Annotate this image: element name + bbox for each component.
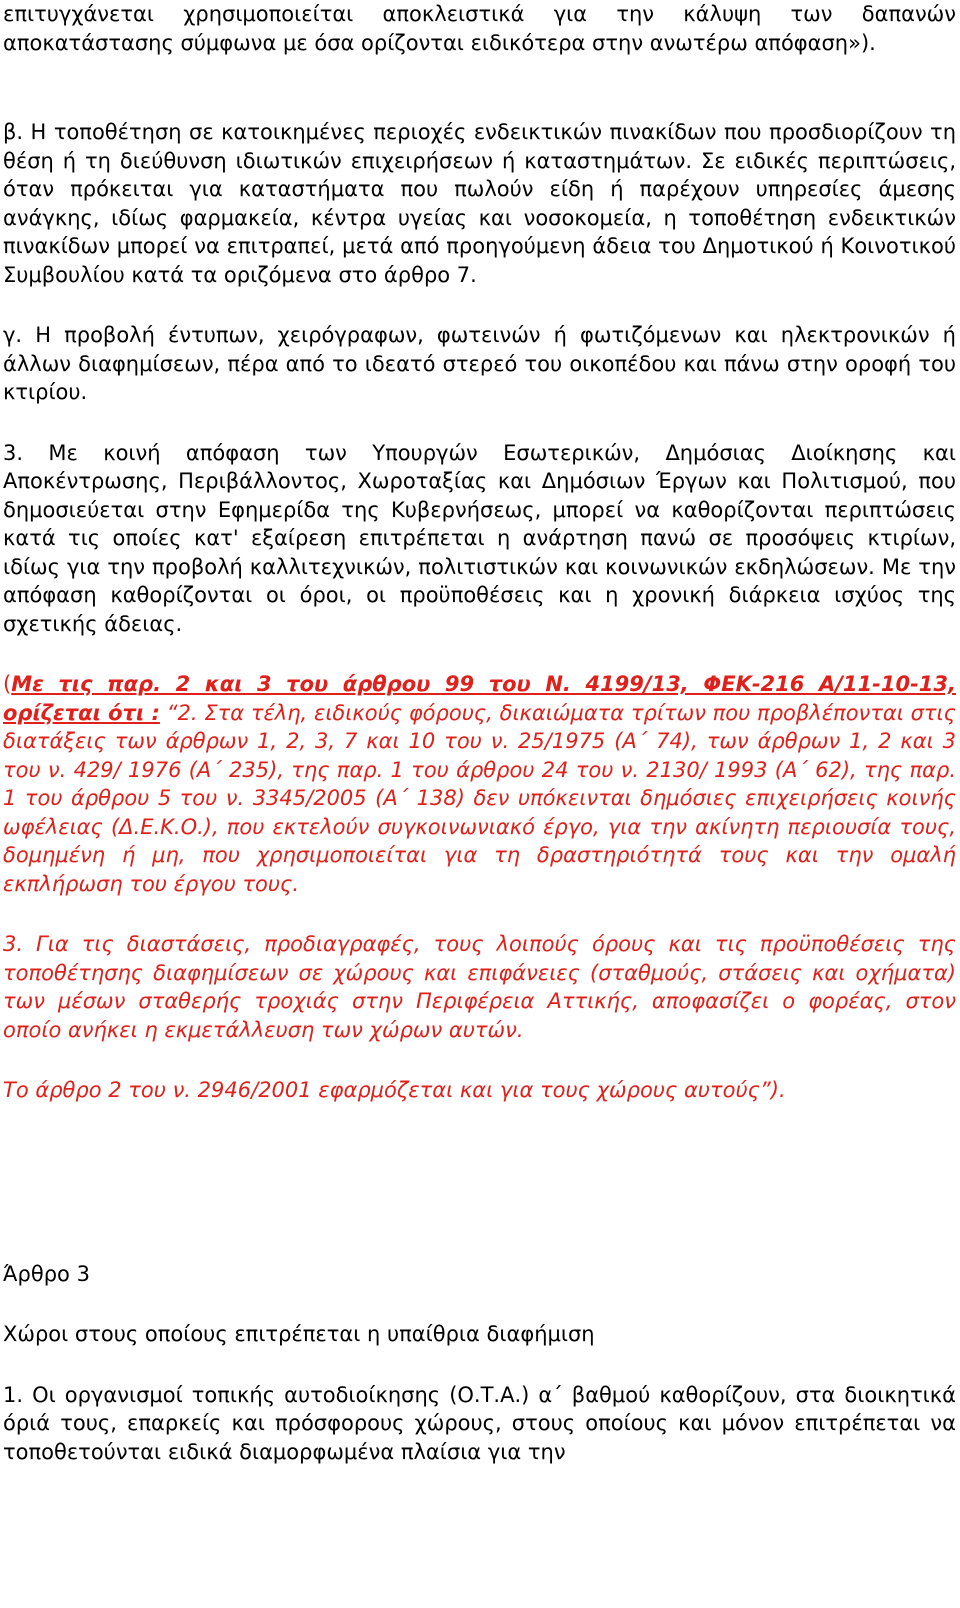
paragraph-beta: β. Η τοποθέτηση σε κατοικημένες περιοχές ενδεικτικών πινακίδων που προσδιορίζουν τη θέση ή τη διεύθυνση ιδιωτικών επιχειρήσεων ή καταστημάτων. Σε ειδικές περιπτώσεις, όταν πρόκειται για καταστήματα που πωλούν είδη ή παρέχουν υπηρεσίες άμεσης ανάγκης, ιδίως φαρμακεία, κέντρα υγείας και νοσοκομεία, η τοποθέτηση ενδεικτικών πινακίδων μπορεί να επιτραπεί, μετά από προηγούμενη άδεια του Δημοτικού ή Κοινοτικού Συμβουλίου κατά τα οριζόμενα στο άρθρο 7. — [3, 120, 956, 287]
paragraph-article-1: 1. Οι οργανισμοί τοπικής αυτοδιοίκησης (Ο.Τ.Α.) α΄ βαθμού καθορίζουν, στα διοικητικά όριά τους, επαρκείς και πρόσφορους χώρους, στους οποίους και μόνον επιτρέπεται να τοποθετούνται ειδικά διαμορφωμένα πλαίσια για την — [3, 1382, 956, 1464]
amendment-law-reference: Με τις παρ. 2 και 3 του άρθρου 99 του Ν. 4199/13, ΦΕΚ-216 Α/11-10-13, ορίζεται ότι : — [3, 672, 956, 725]
document-page — [3, 0, 956, 1466]
article-title: Χώροι στους οποίους επιτρέπεται η υπαίθρια διαφήμιση — [3, 1322, 595, 1346]
amendment-text-2: “2. Στα τέλη, ειδικούς φόρους, δικαιώματα τρίτων που προβλέπονται στις διατάξεις των άρθρων 1, 2, 3, 7 και 10 του ν. 25/1975 (Α΄ 74), των άρθρων 1, 2 και 3 του ν. 429/ 1976 (Α΄ 235), της παρ. 1 του άρθρου 24 του ν. 2130/ 1993 (Α΄ 62), της παρ. 1 του άρθρου 5 του ν. 3345/2005 (Α΄ 138) δεν υπόκεινται δημόσιες επιχειρήσεις κοινής ωφέλειας (Δ.Ε.Κ.Ο.), που εκτελούν συγκοινωνιακό έργο, για την ακίνητη περιουσία τους, δομημένη ή μη, που χρησιμοποιείται για τη δραστηριότητά τους και την ομαλή εκπλήρωση του έργου τους. — [3, 700, 956, 896]
amendment-paragraph-2 — [3, 670, 956, 898]
amendment-closing: Το άρθρο 2 του ν. 2946/2001 εφαρμόζεται και για τους χώρους αυτούς”). — [3, 1078, 786, 1102]
amendment-paragraph-3: 3. Για τις διαστάσεις, προδιαγραφές, τους λοιπούς όρους και τις προϋποθέσεις της τοποθέτησης διαφημίσεων σε χώρους και επιφάνειες (σταθμούς, στάσεις και οχήματα) των μέσων σταθερής τροχιάς στην Περιφέρεια Αττικής, αποφασίζει ο φορέας, στον οποίο ανήκει η εκμετάλλευση των χώρων αυτών. — [3, 932, 956, 1042]
amendment-open-paren: ( — [3, 672, 12, 696]
paragraph-gamma: γ. Η προβολή έντυπων, χειρόγραφων, φωτεινών ή φωτιζόμενων και ηλεκτρονικών ή άλλων διαφημίσεων, πέρα από το ιδεατό στερεό του οικοπέδου και πάνω στην οροφή του κτιρίου. — [3, 323, 956, 404]
paragraph-3: 3. Με κοινή απόφαση των Υπουργών Εσωτερικών, Δημόσιας Διοίκησης και Αποκέντρωσης, Περιβάλλοντος, Χωροταξίας και Δημόσιων Έργων και Πολιτισμού, που δημοσιεύεται στην Εφημερίδα της Κυβερνήσεως, μπορεί να καθορίζονται περιπτώσεις κατά τις οποίες κατ' εξαίρεση επιτρέπεται η ανάρτηση πανώ σε προσόψεις κτιρίων, ιδίως για την προβολή καλλιτεχνικών, πολιτιστικών και κοινωνικών εκδηλώσεων. Με την απόφαση καθορίζονται οι όροι, οι προϋποθέσεις και η χρονική διάρκεια ισχύος της σχετικής άδειας. — [3, 440, 956, 636]
article-heading: Άρθρο 3 — [3, 1261, 90, 1286]
paragraph-intro: επιτυγχάνεται χρησιμοποιείται αποκλειστικά για την κάλυψη των δαπανών αποκατάστασης σύμφωνα με όσα ορίζονται ειδικότερα στην ανωτέρω απόφαση»). — [3, 2, 956, 55]
